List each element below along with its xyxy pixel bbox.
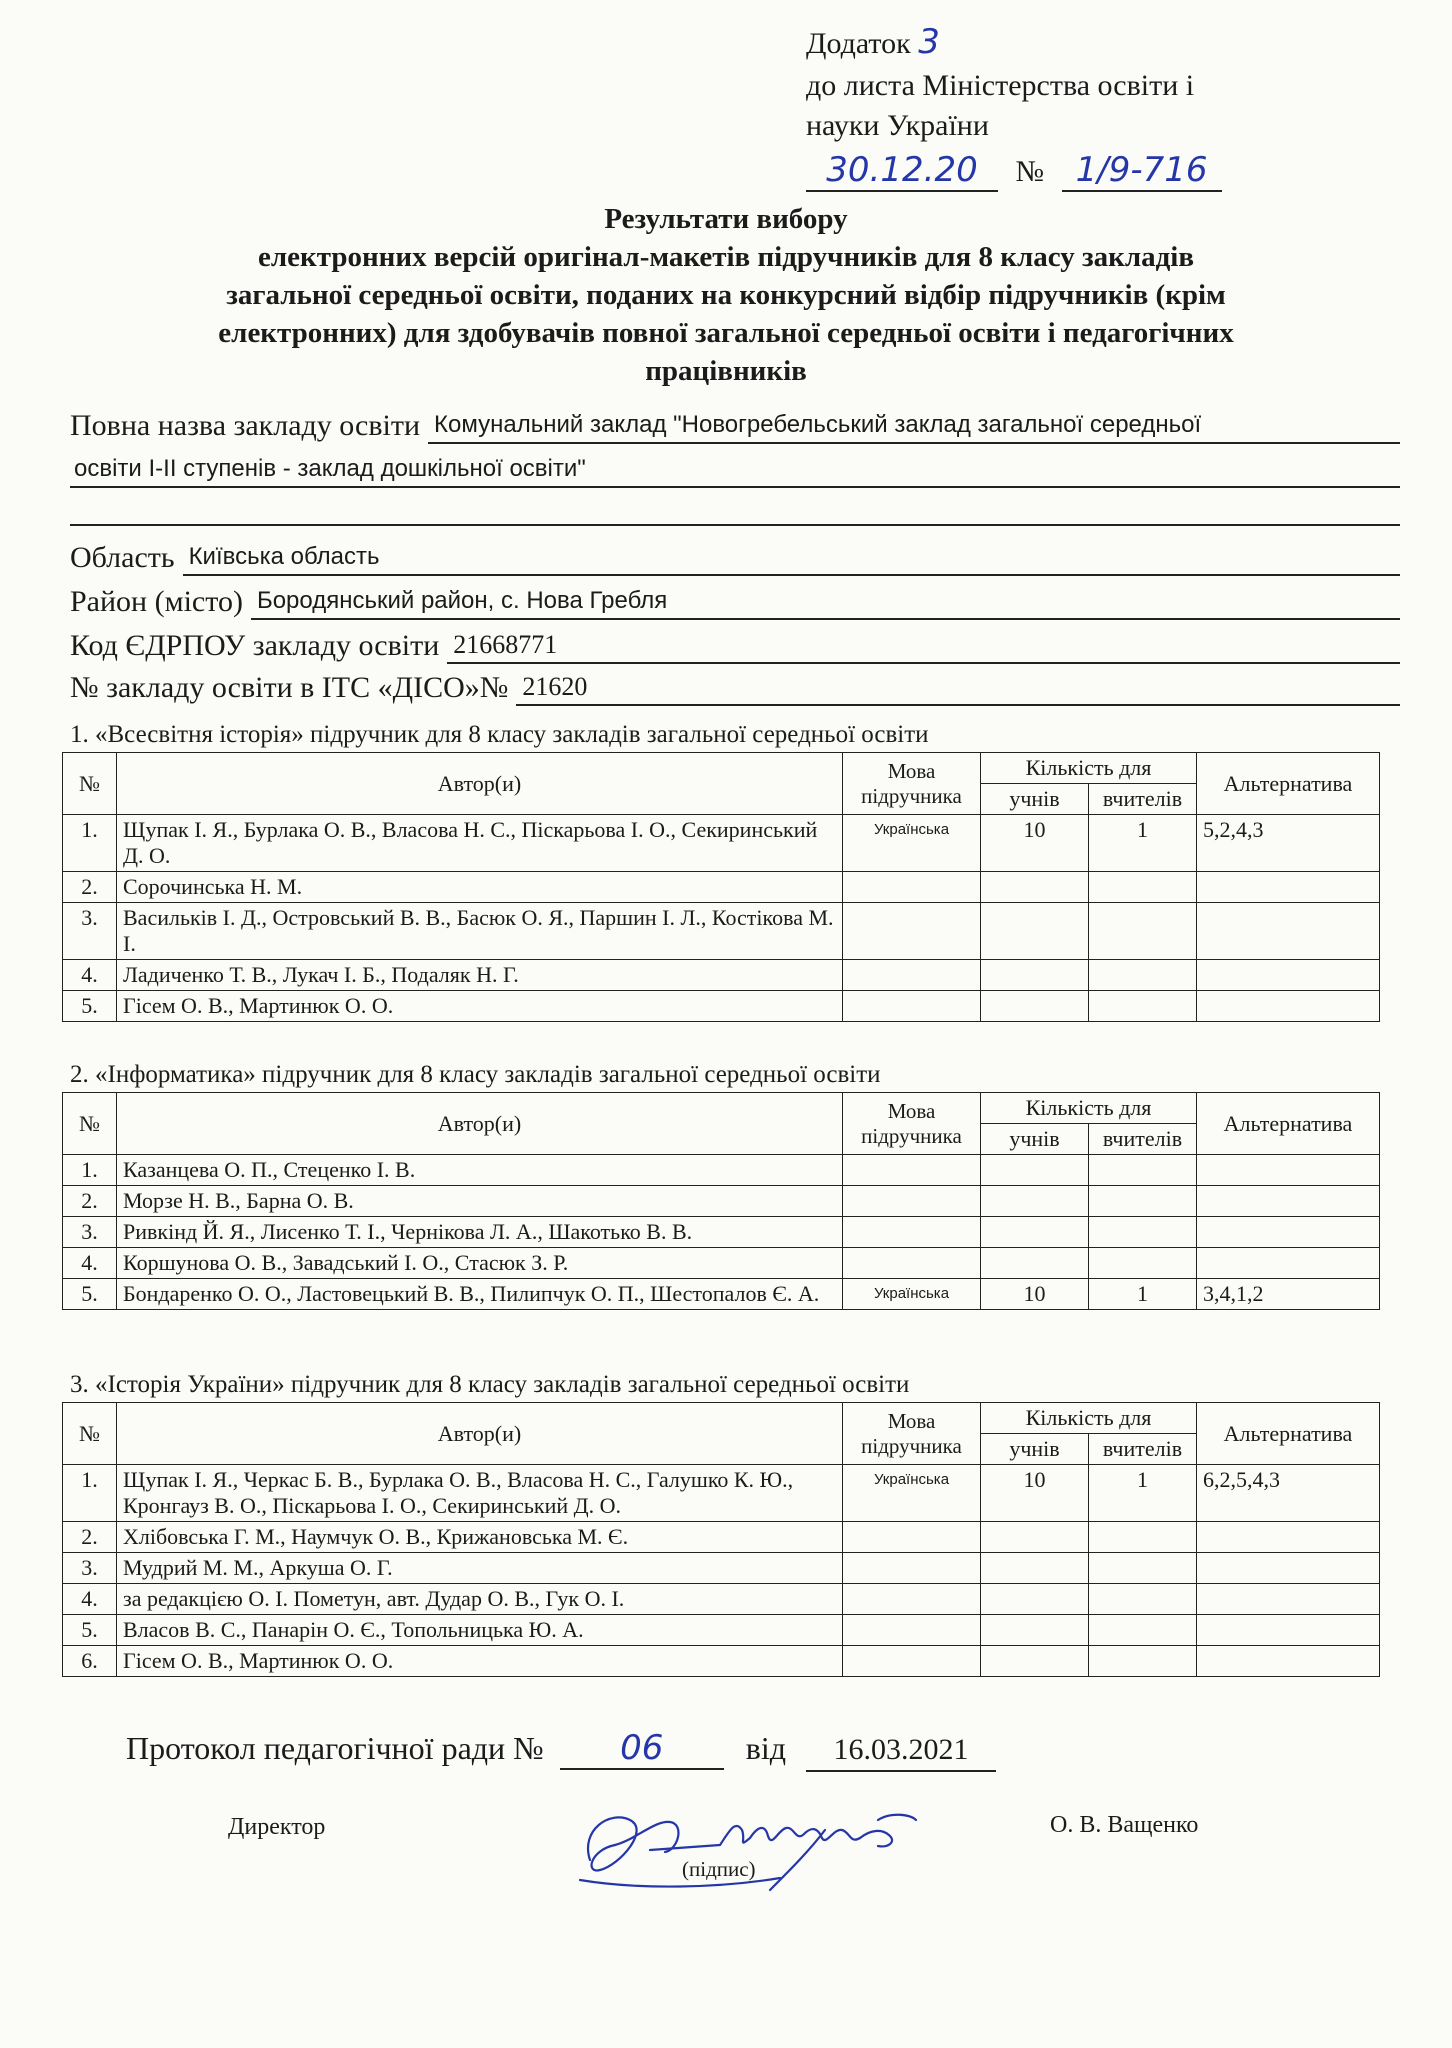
edrpou-label: Код ЄДРПОУ закладу освіти [70,629,440,662]
row-authors: Морзе Н. В., Барна О. В. [117,1186,843,1217]
col-num-header: № [63,1403,117,1465]
row-students-count [981,1646,1089,1677]
row-alternative [1197,1155,1380,1186]
row-number: 3. [63,903,117,960]
col-count-header: Кількість для [981,1403,1197,1434]
school-name-row-2 [70,444,1400,488]
row-teachers-count [1089,1615,1197,1646]
table-row [63,815,1380,872]
row-authors: Хлібовська Г. М., Наумчук О. В., Крижановська М. Є. [117,1522,843,1553]
protocol-date: 16.03.2021 [806,1730,996,1772]
row-students-count: 10 [981,1465,1089,1522]
row-number: 4. [63,960,117,991]
region-row [70,532,1400,576]
signature-caption: (підпис) [682,1857,756,1881]
row-authors: Ривкінд Й. Я., Лисенко Т. І., Чернікова Л. А., Шакотько В. В. [117,1217,843,1248]
addendum-line [806,22,940,64]
row-teachers-count [1089,872,1197,903]
school-name-value-2: освіти І-ІІ ступенів - заклад дошкільної освіти" [70,454,1400,488]
col-alt-header: Альтернатива [1197,1093,1380,1155]
letter-date: 30.12.20 [806,150,998,192]
director-label: Директор [228,1814,326,1840]
title-line-3: загальної середньої освіти, поданих на конкурсний відбір підручників (крім [226,279,1226,311]
row-alternative: 5,2,4,3 [1197,815,1380,872]
section-1-title: 1. «Всесвітня історія» підручник для 8 класу закладів загальної середньої освіти [70,721,929,748]
table-row [63,1646,1380,1677]
table-row [63,903,1380,960]
row-students-count [981,1217,1089,1248]
row-language: Українська [843,1279,981,1310]
row-authors: Гісем О. В., Мартинюк О. О. [117,1646,843,1677]
row-teachers-count: 1 [1089,1279,1197,1310]
school-name-value-1: Комунальний заклад "Новогребельський заклад загальної середньої [428,410,1400,444]
row-authors: Казанцева О. П., Стеценко І. В. [117,1155,843,1186]
row-number: 2. [63,1522,117,1553]
protocol-label: Протокол педагогічної ради № [126,1730,544,1766]
row-number: 5. [63,991,117,1022]
section-2-title: 2. «Інформатика» підручник для 8 класу закладів загальної середньої освіти [70,1061,881,1088]
addendum-label: Додаток [806,27,911,60]
protocol-number: 06 [560,1728,724,1770]
row-students-count [981,960,1089,991]
row-teachers-count [1089,1553,1197,1584]
blank-line [70,524,1400,526]
table-row [63,1584,1380,1615]
director-signature [560,1790,940,1900]
row-alternative [1197,872,1380,903]
row-authors: Сорочинська Н. М. [117,872,843,903]
row-alternative [1197,960,1380,991]
table-row [63,1155,1380,1186]
col-count-header: Кількість для [981,753,1197,784]
row-students-count [981,903,1089,960]
row-authors: Ладиченко Т. В., Лукач І. Б., Подаляк Н. Г. [117,960,843,991]
row-students-count: 10 [981,815,1089,872]
table-row [63,1248,1380,1279]
row-teachers-count [1089,1155,1197,1186]
row-authors: Бондаренко О. О., Ластовецький В. В., Пилипчук О. П., Шестопалов Є. А. [117,1279,843,1310]
row-teachers-count [1089,1186,1197,1217]
director-name: О. В. Ващенко [1050,1812,1199,1838]
row-students-count [981,1248,1089,1279]
table-row [63,1465,1380,1522]
row-authors: Щупак І. Я., Черкас Б. В., Бурлака О. В., Власова Н. С., Галушко К. Ю., Кронгауз В. О., Піскарьова І. О., Секиринський Д. О. [117,1465,843,1522]
row-number: 1. [63,1465,117,1522]
row-language [843,1615,981,1646]
district-label: Район (місто) [70,585,243,618]
table-row [63,1217,1380,1248]
row-alternative [1197,991,1380,1022]
row-language [843,1186,981,1217]
row-teachers-count [1089,1522,1197,1553]
col-authors-header: Автор(и) [117,753,843,815]
row-alternative: 3,4,1,2 [1197,1279,1380,1310]
row-number: 3. [63,1217,117,1248]
col-num-header: № [63,753,117,815]
section-3-table [62,1402,1380,1677]
row-alternative [1197,1522,1380,1553]
title-line-4: електронних) для здобувачів повної загальної середньої освіти і педагогічних [218,317,1234,349]
col-teachers-header: вчителів [1089,1124,1197,1155]
number-sign: № [1015,155,1045,188]
row-students-count [981,1553,1089,1584]
row-authors: Щупак І. Я., Бурлака О. В., Власова Н. С., Піскарьова І. О., Секиринський Д. О. [117,815,843,872]
protocol-line [126,1728,996,1772]
row-number: 1. [63,1155,117,1186]
row-number: 2. [63,1186,117,1217]
col-authors-header: Автор(и) [117,1093,843,1155]
row-language [843,1646,981,1677]
row-authors: Власов В. С., Панарін О. Є., Топольницька Ю. А. [117,1615,843,1646]
table-row [63,1186,1380,1217]
row-language [843,903,981,960]
col-students-header: учнів [981,1124,1089,1155]
row-language [843,960,981,991]
col-students-header: учнів [981,1434,1089,1465]
section-3-title: 3. «Історія України» підручник для 8 класу закладів загальної середньої освіти [70,1371,910,1398]
section-2-table [62,1092,1380,1310]
table-row [63,991,1380,1022]
letter-ref-line [806,150,1222,192]
itc-label: № закладу освіти в ІТС «ДІСО»№ [70,671,509,704]
row-language: Українська [843,1465,981,1522]
row-language [843,1217,981,1248]
row-teachers-count [1089,1584,1197,1615]
row-teachers-count [1089,1646,1197,1677]
title-line-2: електронних версій оригінал-макетів підручників для 8 класу закладів [258,241,1194,273]
itc-value: 21620 [516,672,1400,706]
letter-line-2: науки України [806,109,989,142]
col-authors-header: Автор(и) [117,1403,843,1465]
col-teachers-header: вчителів [1089,1434,1197,1465]
row-alternative [1197,903,1380,960]
row-language: Українська [843,815,981,872]
school-name-row [70,400,1400,444]
row-number: 4. [63,1248,117,1279]
row-alternative [1197,1646,1380,1677]
page-title [60,200,1392,390]
district-value: Бородянський район, с. Нова Гребля [251,586,1400,620]
edrpou-row [70,620,1400,664]
row-alternative: 6,2,5,4,3 [1197,1465,1380,1522]
row-teachers-count [1089,1248,1197,1279]
row-language [843,1155,981,1186]
row-number: 2. [63,872,117,903]
row-authors: Гісем О. В., Мартинюк О. О. [117,991,843,1022]
col-alt-header: Альтернатива [1197,1403,1380,1465]
row-language [843,991,981,1022]
row-language [843,1248,981,1279]
row-teachers-count: 1 [1089,1465,1197,1522]
school-name-label: Повна назва закладу освіти [70,409,421,442]
title-line-5: працівників [645,355,807,387]
row-number: 4. [63,1584,117,1615]
itc-row [70,662,1400,706]
row-alternative [1197,1615,1380,1646]
row-teachers-count [1089,903,1197,960]
row-alternative [1197,1217,1380,1248]
region-value: Київська область [183,542,1400,576]
addendum-number: 3 [918,22,940,62]
col-lang-header: Мова підручника [843,1093,981,1155]
table-row [63,1615,1380,1646]
row-students-count [981,1186,1089,1217]
col-num-header: № [63,1093,117,1155]
from-label: від [745,1730,786,1766]
col-alt-header: Альтернатива [1197,753,1380,815]
region-label: Область [70,541,175,574]
row-number: 3. [63,1553,117,1584]
row-students-count [981,872,1089,903]
table-row [63,1522,1380,1553]
row-alternative [1197,1186,1380,1217]
table-row [63,1553,1380,1584]
table-row [63,960,1380,991]
section-1-table [62,752,1380,1022]
edrpou-value: 21668771 [447,630,1400,664]
row-teachers-count [1089,991,1197,1022]
row-language [843,1584,981,1615]
letter-number: 1/9-716 [1062,150,1222,192]
col-count-header: Кількість для [981,1093,1197,1124]
row-language [843,872,981,903]
title-line-1: Результати вибору [604,203,848,235]
table-row [63,872,1380,903]
row-teachers-count [1089,960,1197,991]
row-number: 5. [63,1279,117,1310]
row-students-count: 10 [981,1279,1089,1310]
col-students-header: учнів [981,784,1089,815]
col-lang-header: Мова підручника [843,753,981,815]
table-row [63,1279,1380,1310]
row-students-count [981,1615,1089,1646]
row-students-count [981,1584,1089,1615]
col-teachers-header: вчителів [1089,784,1197,815]
row-alternative [1197,1248,1380,1279]
row-authors: за редакцією О. І. Пометун, авт. Дудар О. В., Гук О. І. [117,1584,843,1615]
row-authors: Коршунова О. В., Завадський І. О., Стасюк З. Р. [117,1248,843,1279]
row-number: 5. [63,1615,117,1646]
district-row [70,576,1400,620]
letter-line-1: до листа Міністерства освіти і [806,69,1195,102]
row-authors: Васильків І. Д., Островський В. В., Басюк О. Я., Паршин І. Л., Костікова М. І. [117,903,843,960]
row-number: 1. [63,815,117,872]
row-language [843,1553,981,1584]
row-teachers-count: 1 [1089,815,1197,872]
row-students-count [981,991,1089,1022]
row-authors: Мудрий М. М., Аркуша О. Г. [117,1553,843,1584]
row-alternative [1197,1553,1380,1584]
col-lang-header: Мова підручника [843,1403,981,1465]
row-alternative [1197,1584,1380,1615]
row-language [843,1522,981,1553]
row-teachers-count [1089,1217,1197,1248]
row-students-count [981,1155,1089,1186]
row-students-count [981,1522,1089,1553]
row-number: 6. [63,1646,117,1677]
